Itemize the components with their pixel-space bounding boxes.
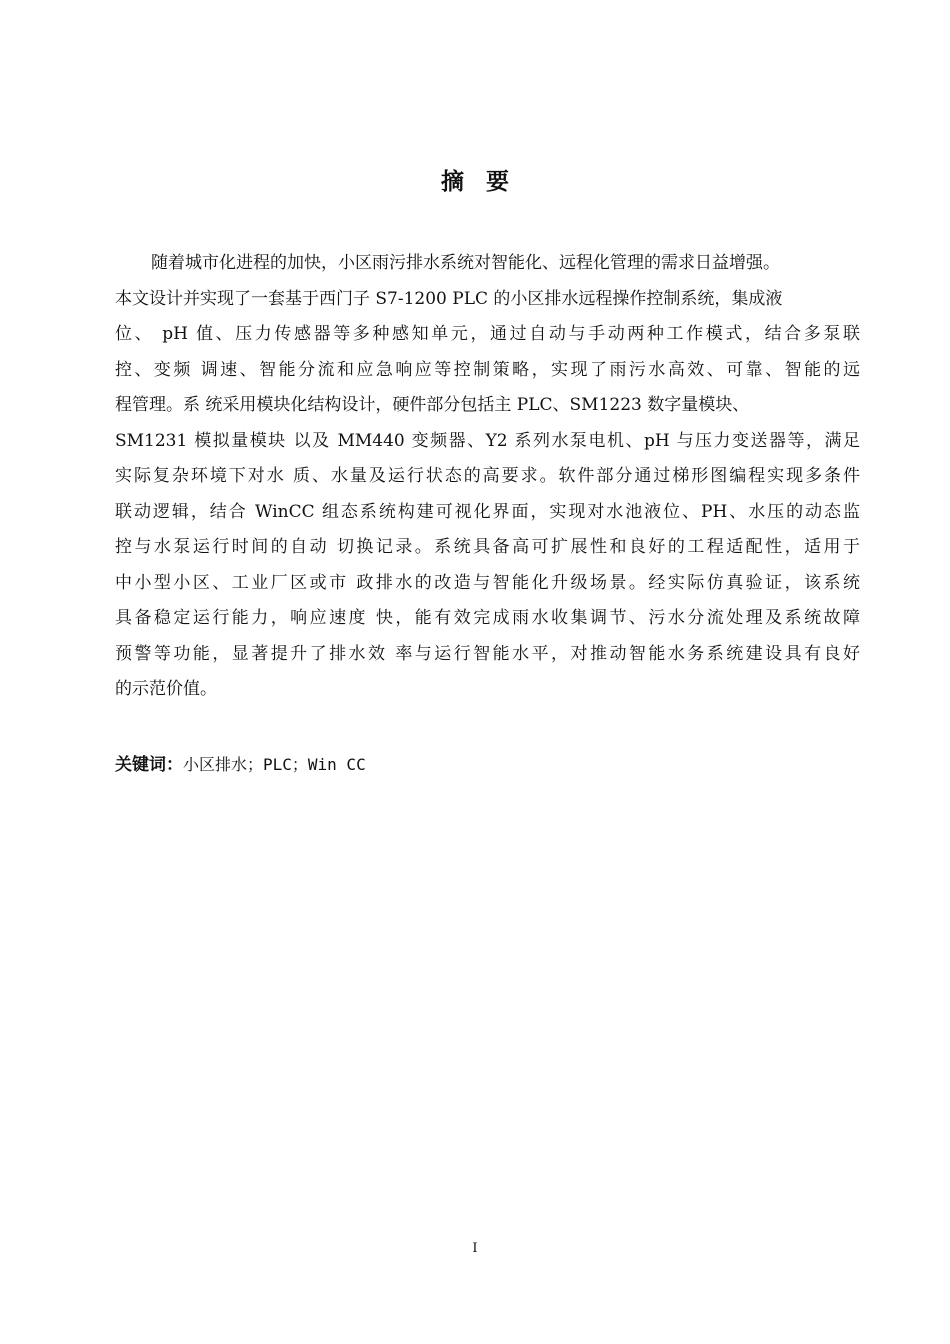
abstract-line: 中小型小区、工业厂区或市 政排水的改造与智能化升级场景。经实际仿真验证，该系统 [115,572,860,593]
abstract-title [0,163,950,196]
keywords-row [115,750,366,775]
abstract-line: 的示范价值。 [115,679,217,699]
abstract-line: 程管理。系 统采用模块化结构设计，硬件部分包括主 PLC、SM1223 数字量模块、 [115,395,750,415]
keywords-value: 小区排水；PLC；Win CC [183,755,366,774]
abstract-line: 具备稳定运行能力，响应速度 快，能有效完成雨水收集调节、污水分流处理及系统故障 [115,608,860,628]
abstract-body [115,246,860,708]
abstract-line: 控与水泵运行时间的自动 切换记录。系统具备高可扩展性和良好的工程适配性，适用于 [115,537,860,557]
page-number: I [472,1241,478,1256]
abstract-line: 本文设计并实现了一套基于西门子 S7-1200 PLC 的小区排水远程操作控制系统，集成液 [115,288,783,309]
abstract-line: 预警等功能，显著提升了排水效 率与运行智能水平，对推动智能水务系统建设具有良好 [115,643,860,664]
abstract-line: 联动逻辑，结合 WinCC 组态系统构建可视化界面，实现对水池液位、PH、水压的动态监 [115,501,860,522]
abstract-line: 实际复杂环境下对水 质、水量及运行状态的高要求。软件部分通过梯形图编程实现多条件 [115,466,860,486]
abstract-line: 控、变频 调速、智能分流和应急响应等控制策略，实现了雨污水高效、可靠、智能的远 [115,359,860,380]
title-char-1: 摘 [441,169,464,195]
keywords-label: 关键词： [115,755,183,775]
abstract-line: 位、 pH 值、压力传感器等多种感知单元，通过自动与手动两种工作模式，结合多泵联 [115,324,860,344]
abstract-line: SM1231 模拟量模块 以及 MM440 变频器、Y2 系列水泵电机、pH 与压力变送器等，满足 [115,430,860,451]
title-char-2: 要 [486,169,509,195]
abstract-line: 随着城市化进程的加快，小区雨污排水系统对智能化、远程化管理的需求日益增强。 [151,253,780,273]
